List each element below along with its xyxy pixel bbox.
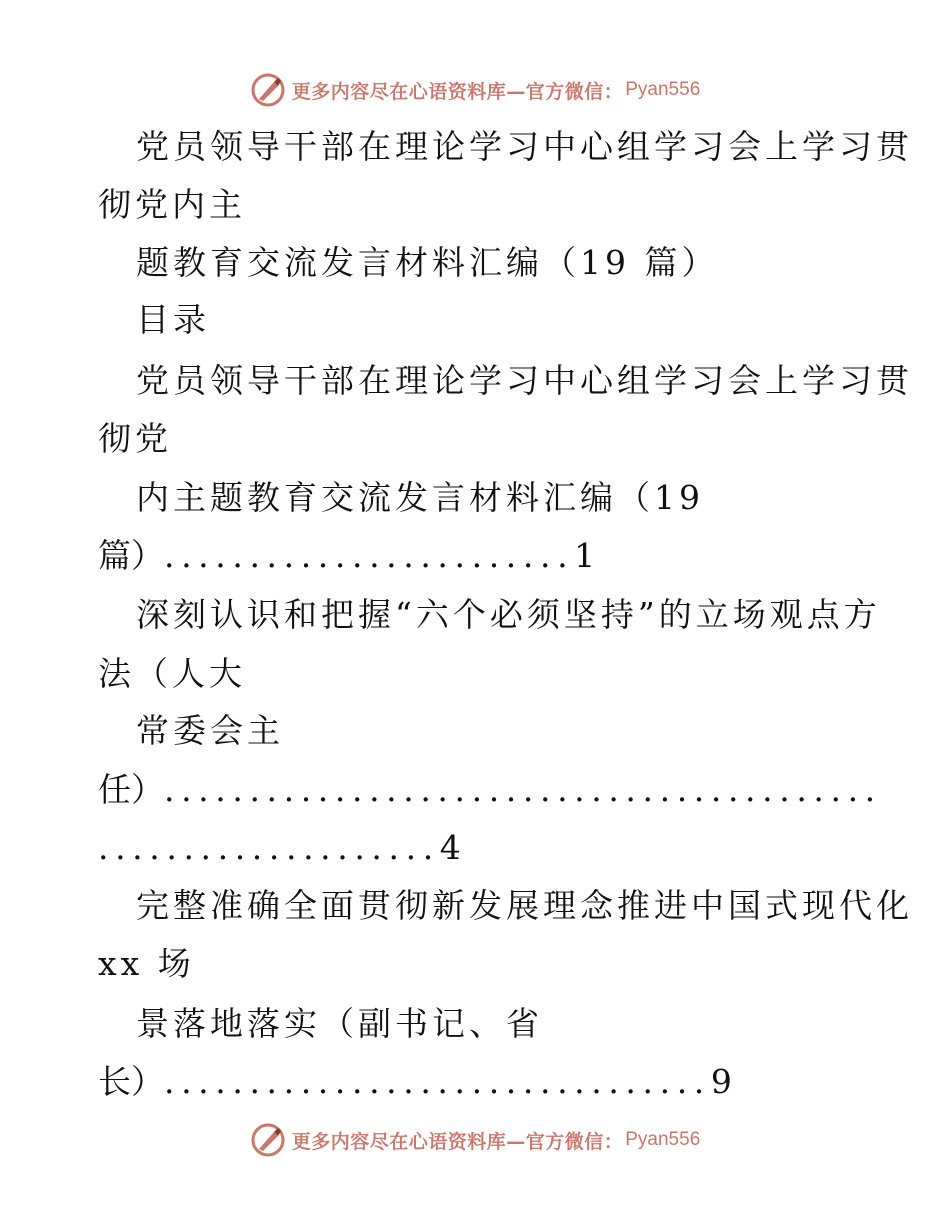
toc-entry-1-line-3: 内主题教育交流发言材料汇编（19 — [136, 478, 704, 517]
toc-entry-3-line-4: 长）................................9 — [98, 1062, 732, 1101]
toc-entry-1-line-2: 彻党 — [98, 419, 172, 458]
toc-entry-3-line-3: 景落地落实（副书记、省 — [136, 1004, 543, 1043]
watermark-banner-bottom — [0, 1118, 950, 1162]
watermark-text: 更多内容尽在心语资料库—官方微信： — [291, 80, 624, 103]
watermark-handle: Pyan556 — [625, 1129, 701, 1150]
title-line-2: 彻党内主 — [98, 185, 246, 224]
toc-entry-2-line-2: 法（人大 — [98, 654, 246, 693]
toc-entry-2-line-4: 任）.......................................... — [98, 770, 882, 809]
pen-logo-icon — [250, 72, 286, 108]
title-line-3: 题教育交流发言材料汇编（19 篇） — [136, 243, 719, 282]
toc-entry-2-line-3: 常委会主 — [136, 711, 284, 750]
toc-entry-2-line-5: ....................4 — [98, 828, 461, 867]
toc-entry-1-line-4: 篇）........................1 — [98, 536, 596, 575]
pen-logo-icon — [250, 1122, 286, 1158]
toc-entry-1-line-1: 党员领导干部在理论学习中心组学习会上学习贯 — [136, 361, 913, 400]
toc-entry-2-line-1: 深刻认识和把握“六个必须坚持”的立场观点方 — [136, 595, 881, 634]
watermark-banner-top — [0, 68, 950, 112]
watermark-text: 更多内容尽在心语资料库—官方微信： — [291, 1130, 624, 1153]
toc-heading: 目录 — [136, 300, 210, 339]
toc-entry-3-line-2: xx 场 — [98, 944, 195, 983]
toc-entry-3-line-1: 完整准确全面贯彻新发展理念推进中国式现代化 — [136, 886, 913, 925]
watermark-handle: Pyan556 — [625, 79, 701, 100]
title-line-1: 党员领导干部在理论学习中心组学习会上学习贯 — [136, 127, 913, 166]
